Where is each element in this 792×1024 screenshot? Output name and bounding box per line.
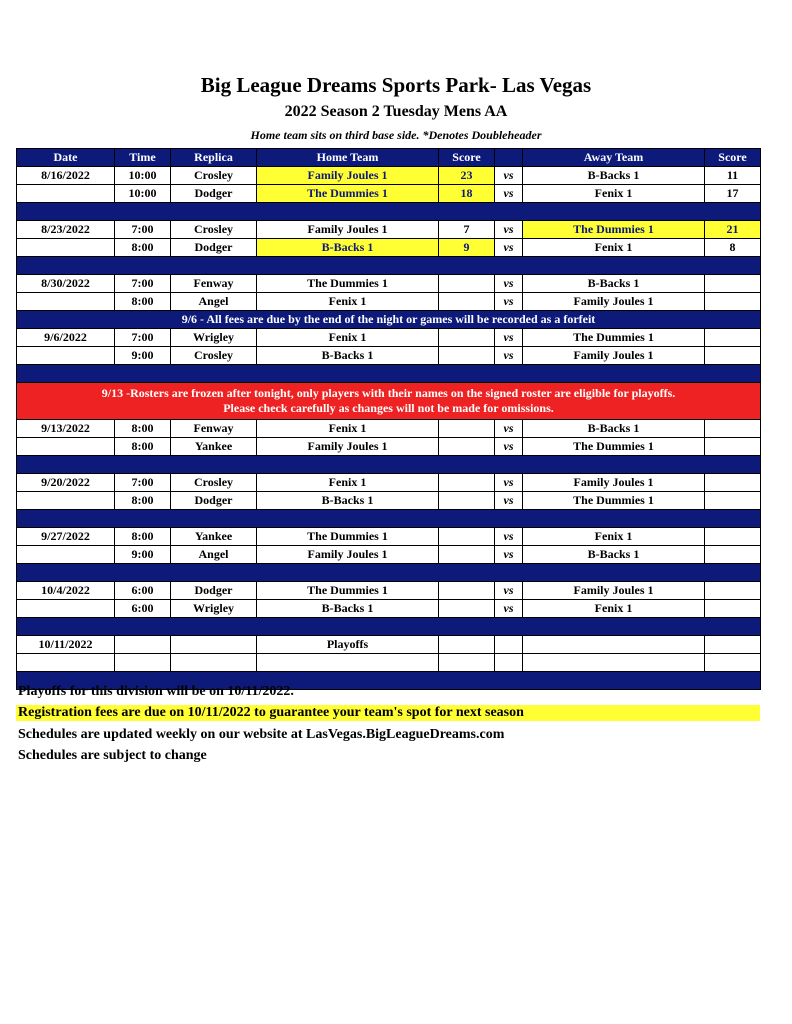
separator-cell [17, 203, 761, 221]
page-title: Big League Dreams Sports Park- Las Vegas [200, 73, 592, 97]
game-replica: Dodger [171, 185, 257, 203]
table-row [17, 239, 761, 257]
col-time: Time [115, 149, 171, 167]
home-score [439, 582, 495, 600]
away-score [705, 492, 761, 510]
game-time: 8:00 [115, 293, 171, 311]
vs-label: vs [495, 275, 523, 293]
away-team: Family Joules 1 [523, 474, 705, 492]
separator-row [17, 456, 761, 474]
schedule-table [16, 148, 761, 690]
separator-row [17, 510, 761, 528]
separator-row [17, 618, 761, 636]
home-team: Family Joules 1 [257, 438, 439, 456]
home-team: Fenix 1 [257, 329, 439, 347]
game-time: 8:00 [115, 420, 171, 438]
away-score: 8 [705, 239, 761, 257]
home-team: B-Backs 1 [257, 600, 439, 618]
table-row [17, 636, 761, 654]
table-row [17, 492, 761, 510]
game-time: 10:00 [115, 185, 171, 203]
game-date: 9/27/2022 [17, 528, 115, 546]
home-score [439, 275, 495, 293]
col-date: Date [17, 149, 115, 167]
roster-notice-line1: 9/13 -Rosters are frozen after tonight, only players with their names on the signed roster are eligible for playoffs. [101, 386, 676, 400]
col-home-team: Home Team [257, 149, 439, 167]
away-team: B-Backs 1 [523, 420, 705, 438]
table-row [17, 347, 761, 365]
game-replica: Fenway [171, 275, 257, 293]
vs-label: vs [495, 293, 523, 311]
home-score [439, 546, 495, 564]
home-score: 7 [439, 221, 495, 239]
table-row [17, 221, 761, 239]
empty-cell [171, 654, 257, 672]
game-time: 7:00 [115, 275, 171, 293]
empty-cell [439, 654, 495, 672]
game-replica: Dodger [171, 582, 257, 600]
game-date: 9/13/2022 [17, 420, 115, 438]
separator-row [17, 257, 761, 275]
table-row [17, 275, 761, 293]
home-score [439, 528, 495, 546]
home-score [439, 420, 495, 438]
empty-cell [705, 654, 761, 672]
separator-cell [17, 564, 761, 582]
roster-notice-line2: Please check carefully as changes will not be made for omissions. [223, 401, 554, 415]
separator-cell [17, 456, 761, 474]
vs-label: vs [495, 185, 523, 203]
home-score [439, 438, 495, 456]
game-date [17, 239, 115, 257]
away-score [705, 293, 761, 311]
game-time: 9:00 [115, 546, 171, 564]
website-note: Schedules are updated weekly on our website at LasVegas.BigLeagueDreams.com [18, 727, 505, 742]
away-team: Fenix 1 [523, 239, 705, 257]
away-team: B-Backs 1 [523, 546, 705, 564]
away-team: The Dummies 1 [523, 221, 705, 239]
game-date: 8/23/2022 [17, 221, 115, 239]
away-team: Family Joules 1 [523, 347, 705, 365]
away-team: Family Joules 1 [523, 582, 705, 600]
home-score: 23 [439, 167, 495, 185]
home-score [439, 492, 495, 510]
home-team: Family Joules 1 [257, 221, 439, 239]
away-score [705, 600, 761, 618]
game-time: 9:00 [115, 347, 171, 365]
col-away-score: Score [705, 149, 761, 167]
away-team: B-Backs 1 [523, 167, 705, 185]
away-score [705, 636, 761, 654]
empty-row [17, 654, 761, 672]
table-row [17, 329, 761, 347]
empty-cell [17, 654, 115, 672]
vs-label: vs [495, 329, 523, 347]
home-team: The Dummies 1 [257, 582, 439, 600]
vs-label: vs [495, 221, 523, 239]
away-team: The Dummies 1 [523, 438, 705, 456]
home-score [439, 329, 495, 347]
vs-label: vs [495, 167, 523, 185]
col-vs [495, 149, 523, 167]
separator-row [17, 203, 761, 221]
game-date: 8/30/2022 [17, 275, 115, 293]
game-date: 9/6/2022 [17, 329, 115, 347]
game-date [17, 546, 115, 564]
game-time: 7:00 [115, 221, 171, 239]
separator-cell [17, 510, 761, 528]
roster-notice [17, 383, 761, 420]
away-score [705, 420, 761, 438]
game-time: 7:00 [115, 329, 171, 347]
table-row [17, 185, 761, 203]
game-replica: Yankee [171, 528, 257, 546]
empty-cell [495, 654, 523, 672]
vs-label: vs [495, 492, 523, 510]
vs-label: vs [495, 347, 523, 365]
home-team: B-Backs 1 [257, 239, 439, 257]
vs-cell [495, 636, 523, 654]
home-score [439, 636, 495, 654]
home-score: 9 [439, 239, 495, 257]
away-score [705, 438, 761, 456]
away-score [705, 275, 761, 293]
table-row [17, 546, 761, 564]
game-replica: Dodger [171, 239, 257, 257]
game-time: 7:00 [115, 474, 171, 492]
game-time: 8:00 [115, 528, 171, 546]
game-replica: Angel [171, 546, 257, 564]
away-team: Fenix 1 [523, 528, 705, 546]
game-replica: Angel [171, 293, 257, 311]
vs-label: vs [495, 438, 523, 456]
table-row [17, 528, 761, 546]
game-date: 10/4/2022 [17, 582, 115, 600]
home-score [439, 600, 495, 618]
separator-row [17, 564, 761, 582]
home-team: Fenix 1 [257, 293, 439, 311]
away-team: Fenix 1 [523, 185, 705, 203]
away-score [705, 474, 761, 492]
away-team: B-Backs 1 [523, 275, 705, 293]
game-replica: Fenway [171, 420, 257, 438]
game-time: 6:00 [115, 582, 171, 600]
away-team: Family Joules 1 [523, 293, 705, 311]
home-team: Family Joules 1 [257, 546, 439, 564]
table-row [17, 167, 761, 185]
away-score [705, 546, 761, 564]
home-team: Family Joules 1 [257, 167, 439, 185]
game-replica: Wrigley [171, 600, 257, 618]
empty-cell [257, 654, 439, 672]
vs-label: vs [495, 600, 523, 618]
game-date: 9/20/2022 [17, 474, 115, 492]
game-time [115, 636, 171, 654]
separator-cell [17, 365, 761, 383]
game-time: 8:00 [115, 438, 171, 456]
table-row [17, 438, 761, 456]
home-team: Fenix 1 [257, 420, 439, 438]
away-team: Fenix 1 [523, 600, 705, 618]
notice-row [17, 311, 761, 329]
subject-note: Schedules are subject to change [18, 748, 207, 763]
home-team: The Dummies 1 [257, 185, 439, 203]
vs-label: vs [495, 546, 523, 564]
game-replica [171, 636, 257, 654]
game-replica: Wrigley [171, 329, 257, 347]
playoffs-note: Playoffs for this division will be on 10/11/2022. [18, 684, 294, 699]
away-score [705, 329, 761, 347]
home-team: The Dummies 1 [257, 275, 439, 293]
page-subtitle: 2022 Season 2 Tuesday Mens AA [284, 103, 508, 120]
empty-cell [115, 654, 171, 672]
page-note: Home team sits on third base side. *Denotes Doubleheader [250, 128, 542, 142]
vs-label: vs [495, 582, 523, 600]
home-score [439, 474, 495, 492]
away-team [523, 636, 705, 654]
game-time: 10:00 [115, 167, 171, 185]
game-replica: Yankee [171, 438, 257, 456]
game-time: 8:00 [115, 492, 171, 510]
game-date [17, 185, 115, 203]
home-team: Playoffs [257, 636, 439, 654]
away-team: The Dummies 1 [523, 329, 705, 347]
separator-row [17, 365, 761, 383]
home-score [439, 347, 495, 365]
away-score: 11 [705, 167, 761, 185]
game-replica: Crosley [171, 347, 257, 365]
game-replica: Crosley [171, 474, 257, 492]
home-score: 18 [439, 185, 495, 203]
fees-notice: 9/6 - All fees are due by the end of the night or games will be recorded as a forfeit [17, 311, 761, 329]
vs-label: vs [495, 474, 523, 492]
home-team: B-Backs 1 [257, 347, 439, 365]
home-team: Fenix 1 [257, 474, 439, 492]
col-away-team: Away Team [523, 149, 705, 167]
registration-note: Registration fees are due on 10/11/2022 to guarantee your team's spot for next season [16, 705, 760, 721]
game-date: 8/16/2022 [17, 167, 115, 185]
away-score [705, 582, 761, 600]
vs-label: vs [495, 239, 523, 257]
separator-cell [17, 257, 761, 275]
game-date [17, 600, 115, 618]
home-score [439, 293, 495, 311]
table-row [17, 582, 761, 600]
game-date [17, 293, 115, 311]
game-date: 10/11/2022 [17, 636, 115, 654]
table-row [17, 474, 761, 492]
game-time: 6:00 [115, 600, 171, 618]
separator-cell [17, 618, 761, 636]
home-team: B-Backs 1 [257, 492, 439, 510]
home-team: The Dummies 1 [257, 528, 439, 546]
away-score: 17 [705, 185, 761, 203]
game-date [17, 347, 115, 365]
game-time: 8:00 [115, 239, 171, 257]
away-score [705, 528, 761, 546]
vs-label: vs [495, 420, 523, 438]
game-date [17, 438, 115, 456]
empty-cell [523, 654, 705, 672]
away-team: The Dummies 1 [523, 492, 705, 510]
table-row [17, 420, 761, 438]
table-row [17, 293, 761, 311]
game-replica: Crosley [171, 221, 257, 239]
vs-label: vs [495, 528, 523, 546]
roster-notice-row [17, 383, 761, 420]
table-row [17, 600, 761, 618]
away-score: 21 [705, 221, 761, 239]
game-date [17, 492, 115, 510]
header-row [17, 149, 761, 167]
game-replica: Crosley [171, 167, 257, 185]
col-replica: Replica [171, 149, 257, 167]
away-score [705, 347, 761, 365]
game-replica: Dodger [171, 492, 257, 510]
col-home-score: Score [439, 149, 495, 167]
